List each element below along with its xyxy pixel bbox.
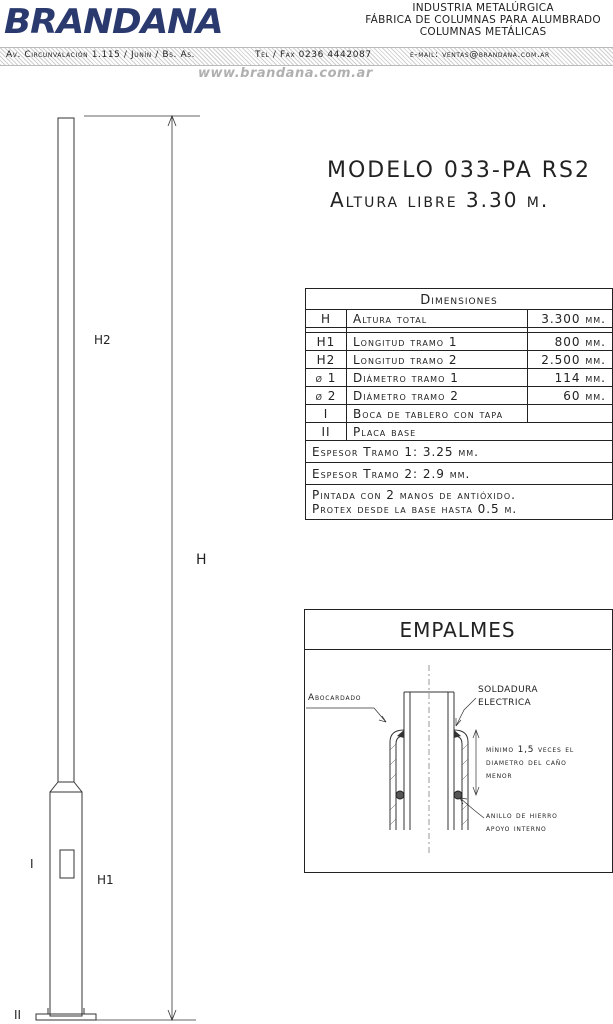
table-row (306, 369, 613, 387)
label-ii: II (14, 1008, 22, 1022)
row-symbol: H1 (306, 333, 347, 351)
header-line-1: INDUSTRIA METALÚRGICA (412, 2, 554, 14)
brand-logo: BRANDANA (4, 2, 223, 42)
table-row (306, 351, 613, 369)
panel-door (60, 850, 74, 878)
anillo-line-2: apoyo interno (486, 824, 547, 834)
pole-drawing (0, 100, 300, 1024)
hatch (462, 804, 468, 810)
outer-tube-right (454, 730, 468, 830)
address-text: Av. Circunvalación 1.115 / Junín / Bs. As. (6, 50, 196, 60)
row-label: Placa base (347, 423, 613, 441)
table-row (306, 423, 613, 441)
dimensions-table (305, 288, 613, 520)
phone-text: Tel / Fax 0236 4442087 (255, 50, 372, 60)
row-symbol: H (306, 310, 347, 328)
row-value: 114 mm. (528, 369, 613, 387)
label-h: H (196, 552, 207, 568)
hatch (462, 819, 468, 825)
label-h1: H1 (97, 873, 114, 887)
paint-line-2: Protex desde la base hasta 0.5 m. (312, 502, 518, 516)
row-label: Longitud tramo 1 (347, 333, 528, 351)
row-value: 60 mm. (528, 387, 613, 405)
header-line-3: COLUMNAS METÁLICAS (419, 26, 547, 38)
outer-tube-left (390, 730, 404, 830)
table-row (306, 485, 613, 520)
row-symbol: ø 2 (306, 387, 347, 405)
table-row (306, 333, 613, 351)
leader-soldadura-arrow (456, 718, 461, 726)
note-soldadura (478, 684, 538, 710)
hatch (390, 819, 396, 825)
minimo-line-2: diametro del caño (486, 758, 567, 768)
table-row (306, 387, 613, 405)
hatch (390, 804, 396, 810)
hatch (390, 759, 396, 765)
leader-soldadura (456, 698, 476, 726)
soldadura-line-2: ELECTRICA (478, 698, 532, 708)
hatch (462, 744, 468, 750)
row-symbol: I (306, 405, 347, 423)
table-row (306, 441, 613, 463)
leader-anillo (460, 798, 484, 818)
thickness-1: Espesor Tramo 1: 3.25 mm. (306, 441, 613, 463)
minimo-line-3: menor (486, 771, 513, 781)
upper-tube (58, 118, 74, 782)
note-minimo (486, 744, 574, 783)
ring-left (396, 791, 404, 799)
header-company-info (365, 2, 601, 38)
model-title: MODELO 033-PA RS2 (327, 158, 592, 183)
paint-note (306, 485, 613, 520)
hatch (390, 744, 396, 750)
anillo-line-1: anillo de hierro (486, 811, 558, 821)
row-value: 2.500 mm. (528, 351, 613, 369)
height-title: Altura libre 3.30 m. (330, 188, 550, 212)
header-line-2: FÁBRICA DE COLUMNAS PARA ALUMBRADO (365, 14, 601, 26)
label-h2: H2 (94, 333, 111, 347)
row-symbol: ø 1 (306, 369, 347, 387)
row-symbol: H2 (306, 351, 347, 369)
row-label: Diámetro tramo 1 (347, 369, 528, 387)
row-value (528, 405, 613, 423)
outer-tube-left-wall (396, 736, 404, 830)
paint-line-1: Pintada con 2 manos de antióxido. (312, 488, 516, 502)
row-label: Diámetro tramo 2 (347, 387, 528, 405)
hatch (390, 774, 396, 780)
website-text: www.brandana.com.ar (198, 66, 373, 81)
table-row (306, 463, 613, 485)
minimo-line-1: mínimo 1,5 veces el (486, 745, 575, 755)
table-row (306, 310, 613, 328)
table-row (306, 405, 613, 423)
note-abocardado: Abocardado (308, 693, 362, 703)
label-i: I (30, 857, 34, 871)
email-text: e-mail: ventas@brandana.com.ar (410, 50, 550, 60)
dimensions-heading: Dimensiones (306, 289, 613, 310)
pole-transition (50, 782, 82, 792)
row-label: Longitud tramo 2 (347, 351, 528, 369)
soldadura-line-1: SOLDADURA (478, 685, 538, 695)
row-label: Altura total (347, 310, 528, 328)
lower-tube (50, 792, 82, 1016)
empalmes-title: EMPALMES (399, 618, 516, 642)
row-symbol: II (306, 423, 347, 441)
hatch (462, 774, 468, 780)
row-label: Boca de tablero con tapa (347, 405, 528, 423)
row-value: 800 mm. (528, 333, 613, 351)
row-value: 3.300 mm. (528, 310, 613, 328)
leader-abocardado (306, 708, 386, 722)
hatch (462, 759, 468, 765)
outer-tube-right-wall (454, 736, 462, 830)
base-plate (36, 1014, 96, 1020)
note-anillo (486, 810, 558, 836)
thickness-2: Espesor Tramo 2: 2.9 mm. (306, 463, 613, 485)
